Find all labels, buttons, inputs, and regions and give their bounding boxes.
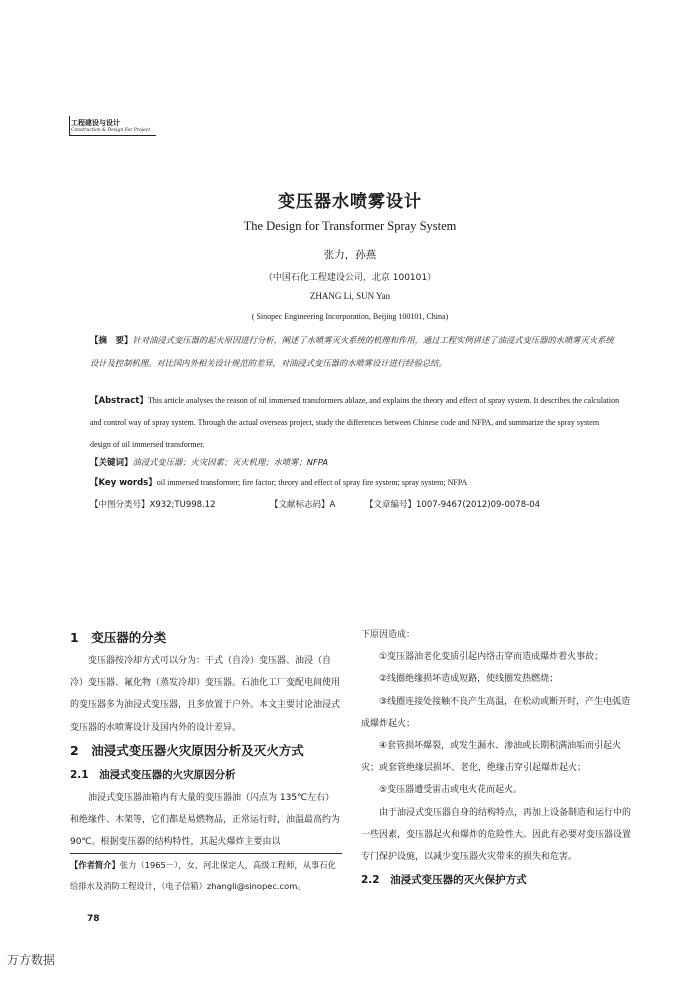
abstract-en-text: This article analyses the reason of oil immersed transformers ablaze, and explains the theory and effect of spray system. It describes the calculation and control way of spray system. Through the actual overseas project, study the differences between Chinese code and NFPA, and summarize the spray system design of oil immersed transformer. — [90, 396, 620, 449]
section-1-heading: 1 变压器的分类 — [70, 630, 167, 645]
section-2-heading: 2 油浸式变压器火灾原因分析及灭火方式 — [70, 742, 304, 758]
footnote-label: 【作者简介】 — [70, 860, 120, 870]
article-number: 【文章编号】1007-9467(2012)09-0078-04 — [365, 500, 540, 510]
right-column — [361, 624, 631, 892]
affiliation-cn: （中国石化工程建设公司，北京 100101） — [263, 273, 437, 283]
affiliation-en: ( Sinopec Engineering Incorporation, Beijing 100101, China) — [251, 312, 449, 321]
footnote-text: 张力（1965－），女，河北保定人，高级工程师，从事石化给排水及消防工程设计，（电子信箱）zhangli@sinopec.com。 — [70, 860, 336, 891]
keywords-en-label: 【Key words】 — [90, 478, 157, 488]
abstract-en — [90, 390, 620, 456]
authors-cn: 张力，孙燕 — [323, 249, 377, 261]
keywords-cn — [90, 451, 620, 474]
abstract-cn — [90, 329, 620, 375]
keywords-cn-text: 油浸式变压器；火灾因素；灭火机理；水喷雾；NFPA — [132, 457, 328, 467]
keywords-cn-label: 【关键词】 — [90, 458, 133, 468]
cause-item-5: ⑤变压器遭受雷击或电火花而起火。 — [379, 785, 523, 796]
right-intro-text: 下原因造成： — [361, 630, 416, 640]
abstract-cn-label: 【摘 要】 — [90, 336, 133, 346]
watermark-text: 万方数据 — [7, 953, 56, 967]
section-1-paragraph: 变压器按冷却方式可以分为：干式（自冷）变压器、油浸（自冷）变压器、氟化物（蒸发冷却）变压器。石油化工厂变配电间使用的变压器多为油浸式变压器，且多放置于户外。本文主要讨论油浸式变压器的水喷雾设计及国内外的设计差异。 — [70, 656, 341, 733]
document-code: 【文献标志码】A — [270, 500, 336, 510]
page-number: 78 — [87, 914, 100, 924]
cause-item-4: ④套管损坏爆裂，或发生漏水、渗油或长期积满油垢而引起火灾；或套管绝缘层损坏、老化，绝缘击穿引起爆炸起火； — [361, 741, 622, 774]
abstract-en-label: 【Abstract】 — [90, 396, 148, 406]
abstract-cn-text: 针对油浸式变压器的起火原因进行分析，阐述了水喷雾灭火系统的机理和作用，通过工程实例讲述了油浸式变压器的水喷雾灭火系统设计及控制机理。对比国内外相关设计规范的差异，对油浸式变压器的水喷雾设计进行经验总结。 — [90, 335, 614, 368]
section-2-1-paragraph: 油浸式变压器油箱内有大量的变压器油（闪点为 135℃左右）和绝缘件、木架等，它们都是易燃物品，正常运行时，油温最高约为 90℃。根据变压器的结构特性，其起火爆炸主要由以 — [70, 792, 341, 848]
paper-title-en: The Design for Transformer Spray System — [243, 219, 457, 233]
keywords-en — [90, 472, 620, 494]
left-column — [70, 626, 342, 853]
footnote-rule — [70, 853, 342, 854]
section-2-1-heading: 2.1 油浸式变压器的火灾原因分析 — [70, 768, 236, 781]
journal-name-en: Construction & Design For Project — [71, 128, 151, 133]
keywords-en-text: oil immersed transformer; fire factor; theory and effect of spray fire system; spray system; NFPA — [156, 478, 468, 487]
right-paragraph: 由于油浸式变压器自身的结构特点，再加上设备制造和运行中的一些因素，变压器起火和爆炸的危险性大。因此有必要对变压器设置专门保护设施，以减少变压器火灾带来的损失和危害。 — [361, 807, 632, 863]
cause-item-2: ②线圈绝缘损坏造成短路，使线圈发热燃烧； — [379, 674, 559, 685]
author-footnote — [70, 855, 342, 897]
authors-en: ZHANG Li, SUN Yan — [309, 291, 391, 301]
section-2-2-heading: 2.2 油浸式变压器的灭火保护方式 — [361, 874, 527, 887]
paper-title-cn: 变压器水喷雾设计 — [278, 192, 422, 212]
cause-item-3: ③线圈连接处接触不良产生高温，在松动或断开时，产生电弧造成爆炸起火； — [361, 696, 631, 729]
clc-number: 【中图分类号】X932;TU998.12 — [90, 500, 216, 510]
journal-name-cn: 工程建设与设计 — [71, 119, 120, 127]
cause-item-1: ①变压器油老化变质引起内络击穿而造成爆炸着火事故； — [379, 652, 604, 663]
